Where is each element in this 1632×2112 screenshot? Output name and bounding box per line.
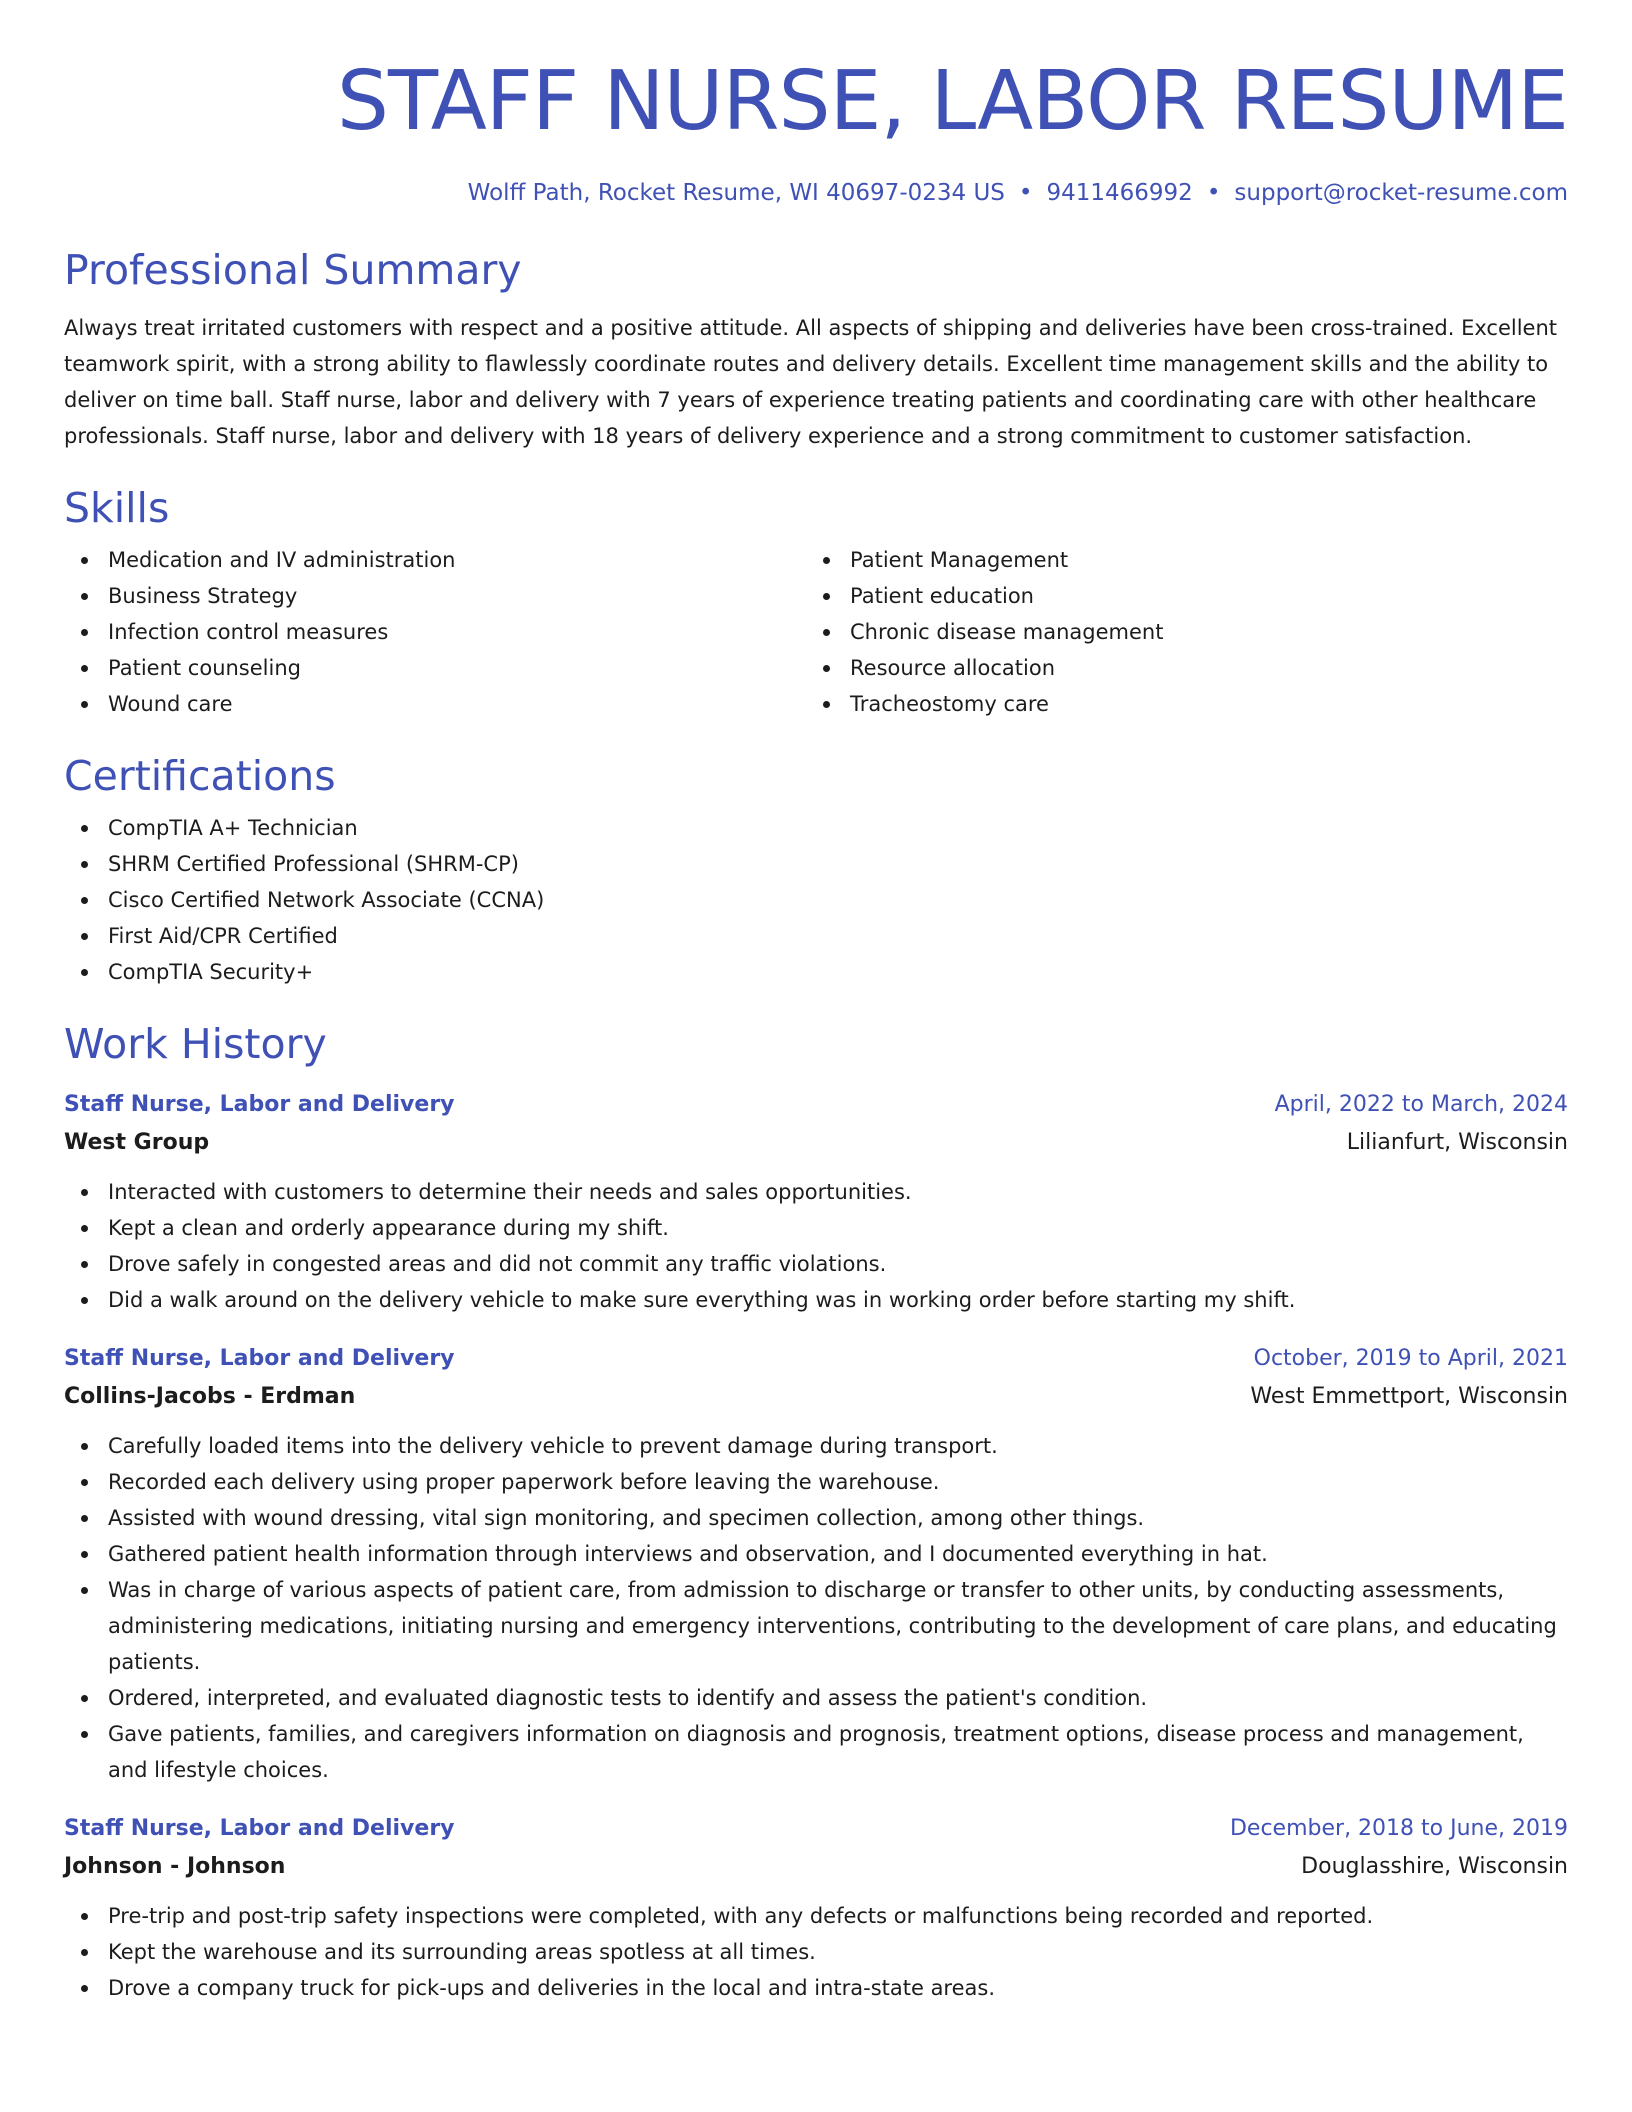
job-company-row: [64, 1848, 1568, 1886]
job-duty-item: Pre-trip and post-trip safety inspections were completed, with any defects or malfunctions being recorded and reported.: [64, 1898, 1568, 1934]
work-history-list: [64, 1086, 1568, 2006]
job-location: West Emmettport, Wisconsin: [1250, 1384, 1568, 1409]
certification-item: CompTIA Security+: [64, 954, 1568, 990]
job-duty-item: Carefully loaded items into the delivery vehicle to prevent damage during transport.: [64, 1428, 1568, 1464]
job-company-row: [64, 1124, 1568, 1162]
job-duty-item: Kept a clean and orderly appearance during my shift.: [64, 1210, 1568, 1246]
contact-separator: •: [1018, 180, 1033, 206]
skills-grid: [64, 542, 1568, 722]
certifications-heading: Certifications: [64, 752, 336, 800]
skill-item: Patient education: [806, 578, 1568, 614]
certification-item: Cisco Certified Network Associate (CCNA): [64, 882, 1568, 918]
job-company-row: [64, 1378, 1568, 1416]
job-title: Staff Nurse, Labor and Delivery: [64, 1816, 455, 1841]
job-duty-item: Kept the warehouse and its surrounding areas spotless at all times.: [64, 1934, 1568, 1970]
summary-heading: Professional Summary: [64, 246, 522, 294]
job-duties: [64, 1174, 1568, 1318]
skills-list-left: [64, 542, 806, 722]
job-company: Johnson - Johnson: [64, 1854, 286, 1879]
skill-item: Resource allocation: [806, 650, 1568, 686]
job-company: Collins-Jacobs - Erdman: [64, 1384, 356, 1409]
certification-item: First Aid/CPR Certified: [64, 918, 1568, 954]
summary-text: Always treat irritated customers with respect and a positive attitude. All aspects of shipping and deliveries have been cross-trained. Excellent teamwork spirit, with a strong ability to flawlessly coordinate routes and delivery details. Excellent time management skills and the ability to deliver on time ball. Staff nurse, labor and delivery with 7 years of experience treating patients and coordinating care with other healthcare professionals. Staff nurse, labor and delivery with 18 years of delivery experience and a strong commitment to customer satisfaction.: [64, 316, 1557, 448]
contact-line: [64, 178, 1568, 208]
skills-list-right: [806, 542, 1568, 722]
job-duty-item: Drove a company truck for pick-ups and deliveries in the local and intra-state areas.: [64, 1970, 1568, 2006]
job-duty-item: Was in charge of various aspects of patient care, from admission to discharge or transfer to other units, by conducting assessments, administering medications, initiating nursing and emergency interventions, contributing to the development of care plans, and educating patients.: [64, 1572, 1568, 1680]
job-title-row: [64, 1340, 1568, 1378]
job-duties: [64, 1898, 1568, 2006]
skill-item: Infection control measures: [64, 614, 806, 650]
skill-item: Wound care: [64, 686, 806, 722]
job-dates: October, 2019 to April, 2021: [1253, 1346, 1568, 1371]
skill-item: Chronic disease management: [806, 614, 1568, 650]
job-duty-item: Assisted with wound dressing, vital sign monitoring, and specimen collection, among other things.: [64, 1500, 1568, 1536]
contact-separator: •: [1206, 180, 1221, 206]
skill-item: Business Strategy: [64, 578, 806, 614]
job-company: West Group: [64, 1130, 210, 1155]
job-duty-item: Recorded each delivery using proper paperwork before leaving the warehouse.: [64, 1464, 1568, 1500]
job-entry: [64, 1086, 1568, 1318]
job-duty-item: Drove safely in congested areas and did not commit any traffic violations.: [64, 1246, 1568, 1282]
work-history-heading: Work History: [64, 1020, 327, 1068]
job-duty-item: Gathered patient health information through interviews and observation, and I documented everything in hat.: [64, 1536, 1568, 1572]
job-entry: [64, 1810, 1568, 2006]
job-location: Lilianfurt, Wisconsin: [1346, 1130, 1568, 1155]
job-duty-item: Ordered, interpreted, and evaluated diagnostic tests to identify and assess the patient's condition.: [64, 1680, 1568, 1716]
skill-item: Patient counseling: [64, 650, 806, 686]
job-title: Staff Nurse, Labor and Delivery: [64, 1346, 455, 1371]
job-duty-item: Did a walk around on the delivery vehicle to make sure everything was in working order before starting my shift.: [64, 1282, 1568, 1318]
job-dates: December, 2018 to June, 2019: [1229, 1816, 1568, 1841]
skill-item: Patient Management: [806, 542, 1568, 578]
job-duties: [64, 1428, 1568, 1788]
job-duty-item: Interacted with customers to determine their needs and sales opportunities.: [64, 1174, 1568, 1210]
job-entry: [64, 1340, 1568, 1788]
certification-item: SHRM Certified Professional (SHRM-CP): [64, 846, 1568, 882]
certifications-list: [64, 810, 1568, 990]
skill-item: Medication and IV administration: [64, 542, 806, 578]
contact-phone: 9411466992: [1046, 180, 1193, 206]
job-title-row: [64, 1086, 1568, 1124]
certification-item: CompTIA A+ Technician: [64, 810, 1568, 846]
job-title: Staff Nurse, Labor and Delivery: [64, 1092, 455, 1117]
skills-heading: Skills: [64, 484, 170, 532]
job-location: Douglasshire, Wisconsin: [1301, 1854, 1568, 1879]
job-dates: April, 2022 to March, 2024: [1274, 1092, 1568, 1117]
resume-title: STAFF NURSE, LABOR RESUME: [336, 54, 1568, 149]
job-duty-item: Gave patients, families, and caregivers information on diagnosis and prognosis, treatment options, disease process and management, and lifestyle choices.: [64, 1716, 1568, 1788]
job-title-row: [64, 1810, 1568, 1848]
contact-email: support@rocket-resume.com: [1234, 180, 1568, 206]
contact-address: Wolff Path, Rocket Resume, WI 40697-0234 US: [467, 180, 1005, 206]
skill-item: Tracheostomy care: [806, 686, 1568, 722]
